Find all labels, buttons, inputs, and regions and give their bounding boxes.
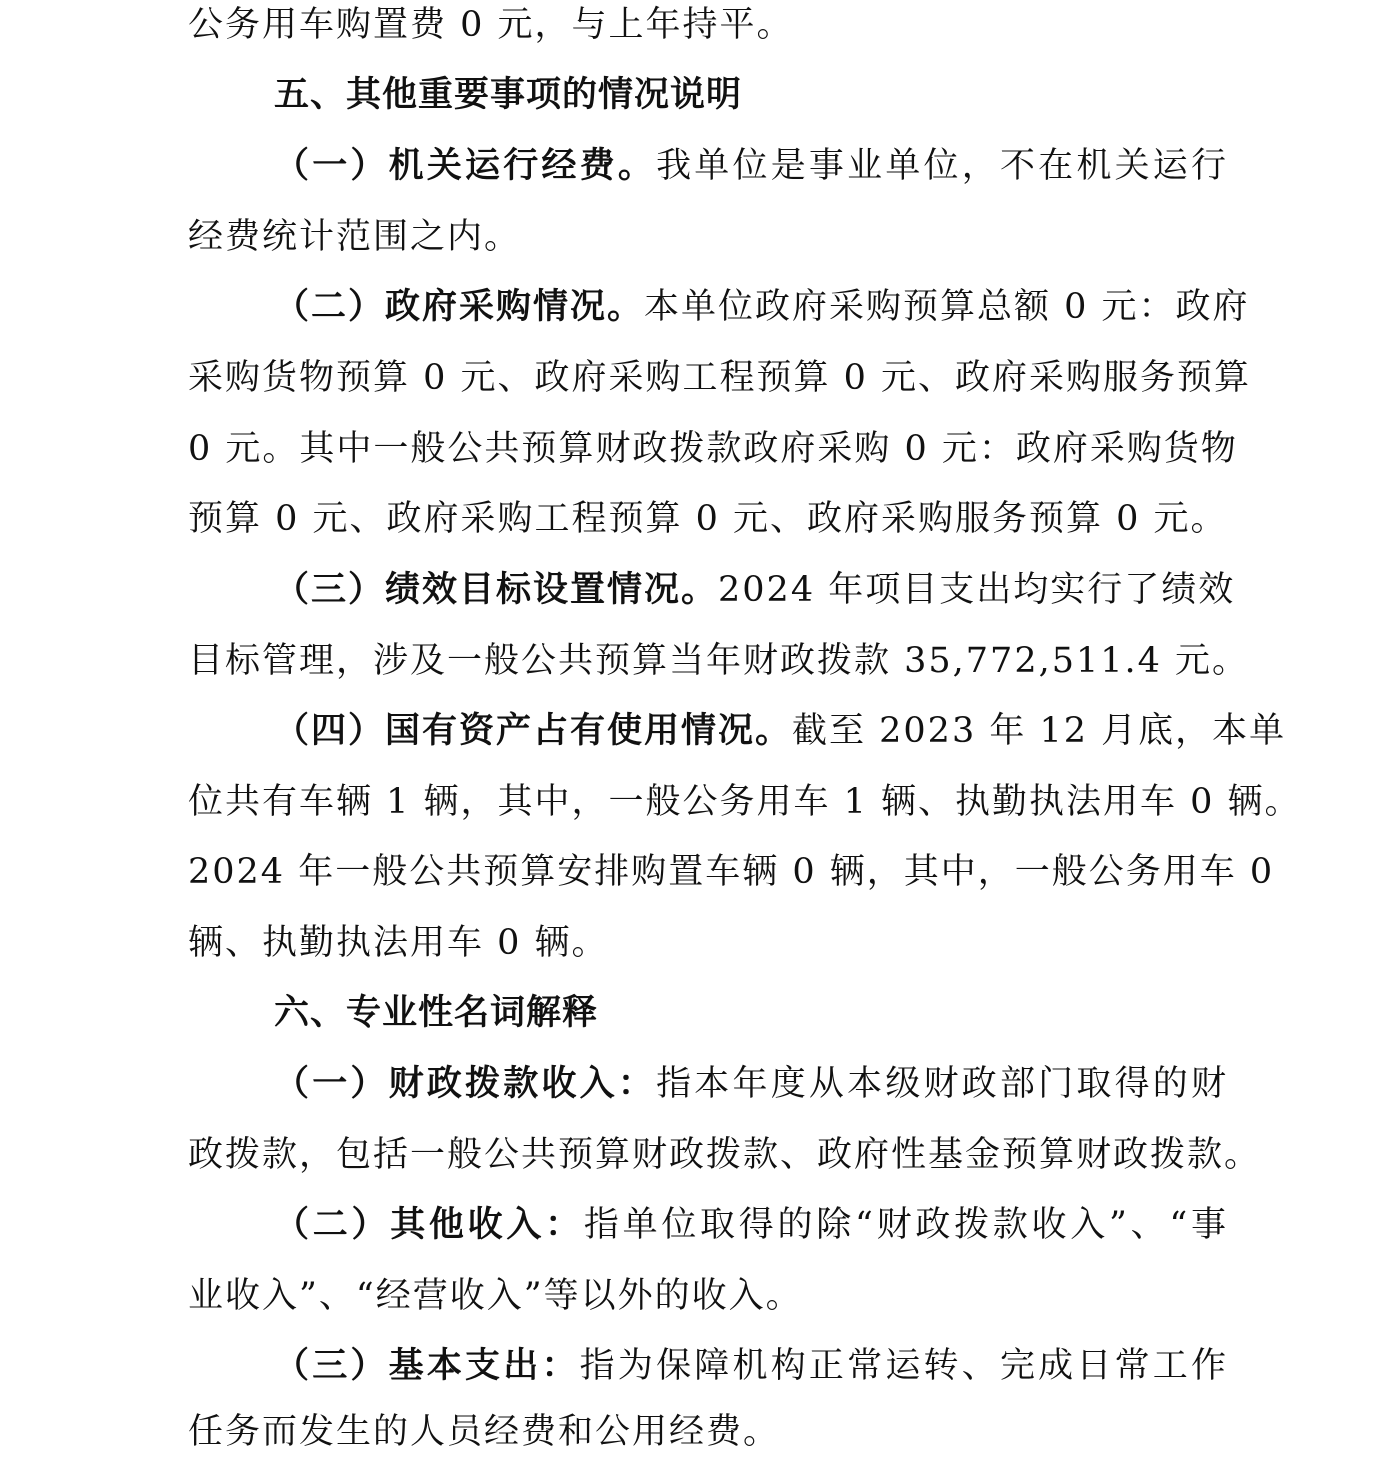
paragraph-line: （一）机关运行经费。我单位是事业单位，不在机关运行 bbox=[274, 145, 1228, 186]
paragraph-line: 预算 0 元、政府采购工程预算 0 元、政府采购服务预算 0 元。 bbox=[188, 499, 1228, 539]
paragraph-line: 公务用车购置费 0 元，与上年持平。 bbox=[188, 5, 794, 45]
paragraph-line: （三）绩效目标设置情况。2024 年项目支出均实行了绩效 bbox=[274, 569, 1236, 610]
paragraph-line: 政拨款，包括一般公共预算财政拨款、政府性基金预算财政拨款。 bbox=[188, 1135, 1262, 1175]
paragraph-line: 业收入”、“经营收入”等以外的收入。 bbox=[188, 1276, 803, 1316]
paragraph-line: 经费统计范围之内。 bbox=[188, 217, 522, 257]
item-lead: （二）政府采购情况。 bbox=[274, 286, 645, 327]
paragraph-line: 0 元。其中一般公共预算财政拨款政府采购 0 元：政府采购货物 bbox=[188, 429, 1238, 469]
paragraph-line: （二）政府采购情况。本单位政府采购预算总额 0 元：政府 bbox=[274, 286, 1250, 327]
item-lead: （三）绩效目标设置情况。 bbox=[274, 569, 719, 610]
paragraph-line: （二）其他收入：指单位取得的除“财政拨款收入”、“事 bbox=[274, 1204, 1228, 1245]
item-lead: （一）机关运行经费。 bbox=[274, 145, 657, 186]
paragraph-line: 辆、执勤执法用车 0 辆。 bbox=[188, 923, 609, 963]
paragraph-line: （三）基本支出：指为保障机构正常运转、完成日常工作 bbox=[274, 1345, 1228, 1386]
item-lead: （四）国有资产占有使用情况。 bbox=[274, 710, 793, 751]
section-heading-5: 五、其他重要事项的情况说明 bbox=[274, 75, 743, 115]
paragraph-line: 位共有车辆 1 辆，其中，一般公务用车 1 辆、执勤执法用车 0 辆。 bbox=[188, 782, 1302, 822]
item-lead: （一）财政拨款收入： bbox=[274, 1063, 657, 1104]
section-heading-6: 六、专业性名词解释 bbox=[274, 993, 599, 1033]
paragraph-line: （一）财政拨款收入：指本年度从本级财政部门取得的财 bbox=[274, 1063, 1228, 1104]
paragraph-line: 目标管理，涉及一般公共预算当年财政拨款 35,772,511.4 元。 bbox=[188, 641, 1250, 681]
paragraph-line: 2024 年一般公共预算安排购置车辆 0 辆，其中，一般公务用车 0 bbox=[188, 852, 1275, 892]
paragraph-line: 任务而发生的人员经费和公用经费。 bbox=[188, 1412, 781, 1452]
paragraph-line: 采购货物预算 0 元、政府采购工程预算 0 元、政府采购服务预算 bbox=[188, 358, 1252, 398]
item-lead: （二）其他收入： bbox=[274, 1204, 584, 1245]
paragraph-line: （四）国有资产占有使用情况。截至 2023 年 12 月底，本单 bbox=[274, 710, 1287, 751]
item-lead: （三）基本支出： bbox=[274, 1345, 580, 1386]
